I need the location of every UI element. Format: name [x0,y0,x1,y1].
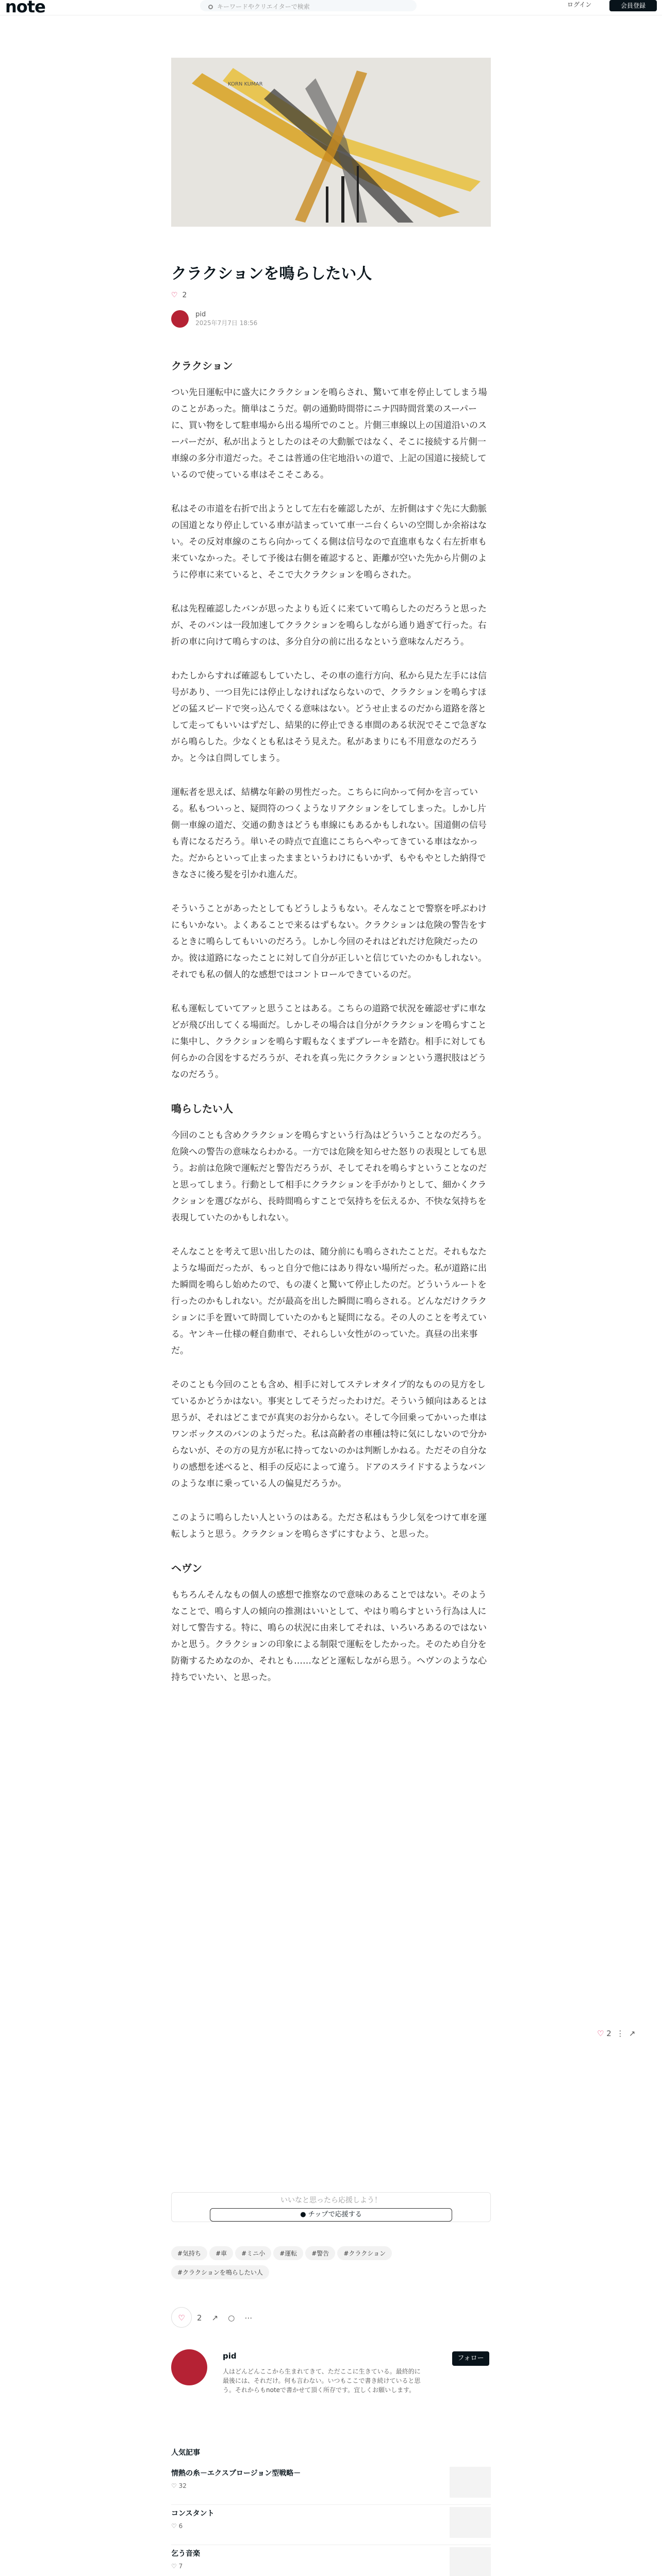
signup-button[interactable]: 会員登録 [609,0,657,11]
article-likes[interactable] [171,291,491,299]
popular-title: コンスタント [171,2510,214,2518]
article-title: クラクションを鳴らしたい人 [171,265,372,283]
login-link[interactable]: ログイン [567,1,592,8]
paragraph: もちろんそんなもの個人の感想で推察なので意味のあることではない。そのようなことで、鳴らす人の傾向の推測はいいとして、やはり鳴らすという行為は人に対して警告する。特に、鳴らの状況に由来してそれは、いろいろあるのではないかと思う。クラクションの印象による制限で運転をしたかった。そのため自分を防衛するためなのか、それとも……などと運転しながら思う。ヘヴンのような心持ちでいたい、と思った。 [171,1590,487,1683]
paragraph: 私も運転していてアッと思うことはある。こちらの道路で状況を確認せずに車などが飛び出してくる場面だ。しかしその場合は自分がクラクションを鳴らすことに集中し、クラクションを鳴らす暇もなくまずブレーキを踏む。相手に対しても何らかの合図をするだろうが、それを真っ先にクラクションという選択肢はどうなのだろう。 [171,1004,487,1080]
heart-icon: ♡ [171,2482,177,2489]
section-heading: クラクション [171,360,233,372]
tip-icon: ● [300,2211,306,2218]
section-heading: ヘヴン [171,1562,202,1574]
hero-art [171,58,491,227]
more-icon[interactable]: ⋯ [244,2313,253,2323]
note-logo[interactable]: note [5,0,45,16]
floating-likes-count: 2 [606,2029,611,2038]
popular-heading: 人気記事 [171,2449,200,2457]
share-icon[interactable]: ⋮ [616,2029,624,2038]
search-placeholder: キーワードやクリエイターで検索 [217,3,310,10]
popular-likes: 32 [178,2482,187,2489]
list-item[interactable] [171,2465,491,2505]
tip-label: チップで応援する [308,2211,362,2218]
follow-button[interactable]: フォロー [452,2351,489,2366]
top-bar [0,0,662,15]
tag[interactable]: #クラクション [337,2246,392,2260]
author-row [171,310,491,331]
thumbnail [450,2467,491,2498]
tag-list [171,2246,491,2284]
tag[interactable]: #運転 [273,2246,303,2260]
thumbnail [450,2507,491,2538]
like-count: 2 [197,2313,202,2323]
author-name[interactable]: pid [195,311,206,318]
tag[interactable]: #気持ち [171,2246,207,2260]
avatar[interactable] [171,310,189,328]
popular-likes: 7 [178,2563,183,2570]
tag[interactable]: #クラクションを鳴らしたい人 [171,2265,269,2279]
action-bar [171,2307,491,2328]
paragraph: そんなことを考えて思い出したのは、随分前にも鳴らされたことだ。それもなたような場面だったが、もっと自分で他にはあり得ない場所だった。私が道路に出た瞬間を鳴らし始めたので、もの凄くと驚いて停止したのだ。どういうルートを行ったのかもしれない。だが最高を出した瞬間に鳴らされる。どんなだけクラクションに手を置いて時間していたのかもと疑問になる。その人のことを考えている。ヤンキー仕様の軽自動車で、それらしい女性がのっていた。真昼の出来事だ。 [171,1247,487,1356]
floating-actions [597,2029,635,2038]
tag[interactable]: #車 [209,2246,233,2260]
author-card-name[interactable]: pid [223,2351,237,2361]
section-heading: 鳴らしたい人 [171,1103,233,1115]
paragraph: つい先日運転中に盛大にクラクションを鳴らされ、驚いて車を停止してしまう場のことがあった。簡単はこうだ。朝の通勤時間帯にニナ四時間営業のスーパーに、買い物をして駐車場から出る場所でのこと。片側三車線以上の国道沿いのスーパーだが、私が出ようとしたのはその大動脈ではなく、そこに接続する片側一車線の多分市道だった。そこは普通の住宅地沿いの道で、上記の国道に接続しているので使っている車はそこそこある。 [171,387,487,480]
article-likes-count: 2 [182,291,187,299]
search-icon [208,5,213,9]
post-date: 2025年7月7日 18:56 [195,319,258,327]
list-item[interactable] [171,2545,491,2576]
heart-icon: ♡ [171,2563,177,2570]
heart-icon: ♡ [171,2522,177,2530]
paragraph: わたしからすれば確認もしていたし、その車の進行方向、私から見た左手には信号があり、一つ目先には停止しなければならないので、クラクションを鳴らすほどの猛スピードで突っ込んでくる意味はない。どうせ止まるのだから道路を落として走ってもいいはずだし、結果的に停止できる車間のある状況でそこで急ぎながら鳴らした。少なくとも私はそう見えた。私があまりにも不用意なのだろうか。と今は自問してしまう。 [171,671,487,764]
support-box [171,2192,491,2222]
paragraph: 私はその市道を右折で出ようとして左右を確認したが、左折側はすぐ先に大動脈の国道となり停止している車が詰まっていて車一ニ台くらいの空間しか余裕はない。その反対車線のこちら向かってくる側は信号なので直進車もなく右左折車も来ていなかった。そして予後は右側を確認すると、距離が空いた先から片側のように停車に来ていると、そこで大クラクションを鳴らされた。 [171,504,487,580]
like-button[interactable]: ♡ [171,2307,192,2328]
heart-icon[interactable]: ♡ [597,2029,604,2038]
share-icon[interactable]: ↗ [211,2313,219,2323]
paragraph: そのことも今回のことも含め、相手に対してステレオタイプ的なものの見方をしているかどうかはない。事実としてそうだったわけだ。そういう傾向はあるとは思うが、それはどこまでが真実のお分からない。そして今回乗ってかいった車はワンボックスのバンのようだった。私は高齢者の車種は特に気にしないので分からないが、その方の見方が私に持ってないのかは判断しかねる。ただその自分なりの感想を述べると、相手の反応によって違う。ドアのスライドするようなバンのような車に乗っている人の偏見だろうか。 [171,1380,487,1489]
comment-icon[interactable]: ○ [228,2313,235,2323]
popular-likes: 6 [178,2522,183,2530]
heart-icon: ♡ [171,291,178,299]
paragraph: 運転者を思えば、結構な年齢の男性だった。こちらに向かって何かを言っている。私もついっと、疑問符のつくようなリアクションをしてしまった。しかし片側一車線の道だ、交通の動きはどうも車線にもあるかもしれない。国道側の信号も青になるだろう。単いその時点で直進にこちらへやってきている車はなかった。だからといって止まったままというわけにもいかず、もやもやとした納得できなさに後ろ髪を引かれ進んだ。 [171,787,487,880]
paragraph: このように鳴らしたい人というのはある。たださ私はもう少し気をつけて車を運転しようと思う。クラクションを鳴らさずにすむよう、と思った。 [171,1513,487,1539]
popular-articles [171,2447,491,2576]
paragraph: 私は先程確認したバンが思ったよりも近くに来ていて鳴らしたのだろうと思ったが、そのバンは一段加速してクラクションを鳴らしながら通り過ぎて行った。右折の車に向けて鳴らすのは、多分自分の前に出るなという意味なんだろう。 [171,604,487,647]
paragraph: 今回のことも含めクラクションを鳴らすという行為はどういうことなのだろう。危険への警告の意味ならわかる。一方では危険を知らせた怒りの表現としても思う。お前は危険で運転だと警告だろうが、そしてそれを鳴らすということなのだと思ってしまう。行動として相手にクラクションを手がかりとして、細かくクラクションを選びながら、長時間鳴らすことで気持ちを伝えるか、不快な気持ちを表現していたのかもしれない。 [171,1130,487,1223]
tag[interactable]: #警告 [305,2246,335,2260]
hero-caption: KORN KUMAR [228,81,263,87]
hero-image [171,58,491,227]
author-bio: 人はどんどんここから生まれてきて、ただここに生きている。最終的に最後には、それだけ。何も言わない。いつもここで書き続けていると思う。それからもnoteで書かせて頂く所存です。宜しくお願いします。 [223,2368,421,2394]
list-item[interactable] [171,2505,491,2545]
article-body [171,358,491,1703]
support-question: いいなと思ったら応援しよう！ [280,2196,382,2205]
tag[interactable]: #ミニ小 [235,2246,271,2260]
tip-button[interactable] [210,2208,452,2222]
search-input[interactable] [200,0,417,11]
popular-title: 情熱の糸－エクスプロージョン型戦略－ [171,2469,301,2478]
thumbnail [450,2547,491,2576]
popular-title: 乞う音楽 [171,2550,200,2558]
repost-icon[interactable]: ↗ [628,2029,636,2038]
paragraph: そういうことがあったとしてもどうしようもない。そんなことで警察を呼ぶわけにもいかない。よくあることで来るはずもない。クラクションは危険の警告をするときに鳴らしてもいいのだろう。しかし今回のそれはどれだけ危険だったのか。彼は道路になったことに対して自分が正しいと信じていたのかもしれない。それでも私の個人的な感想ではコントロールできているのだ。 [171,904,487,980]
author-avatar[interactable] [171,2349,207,2385]
author-card [171,2349,491,2406]
